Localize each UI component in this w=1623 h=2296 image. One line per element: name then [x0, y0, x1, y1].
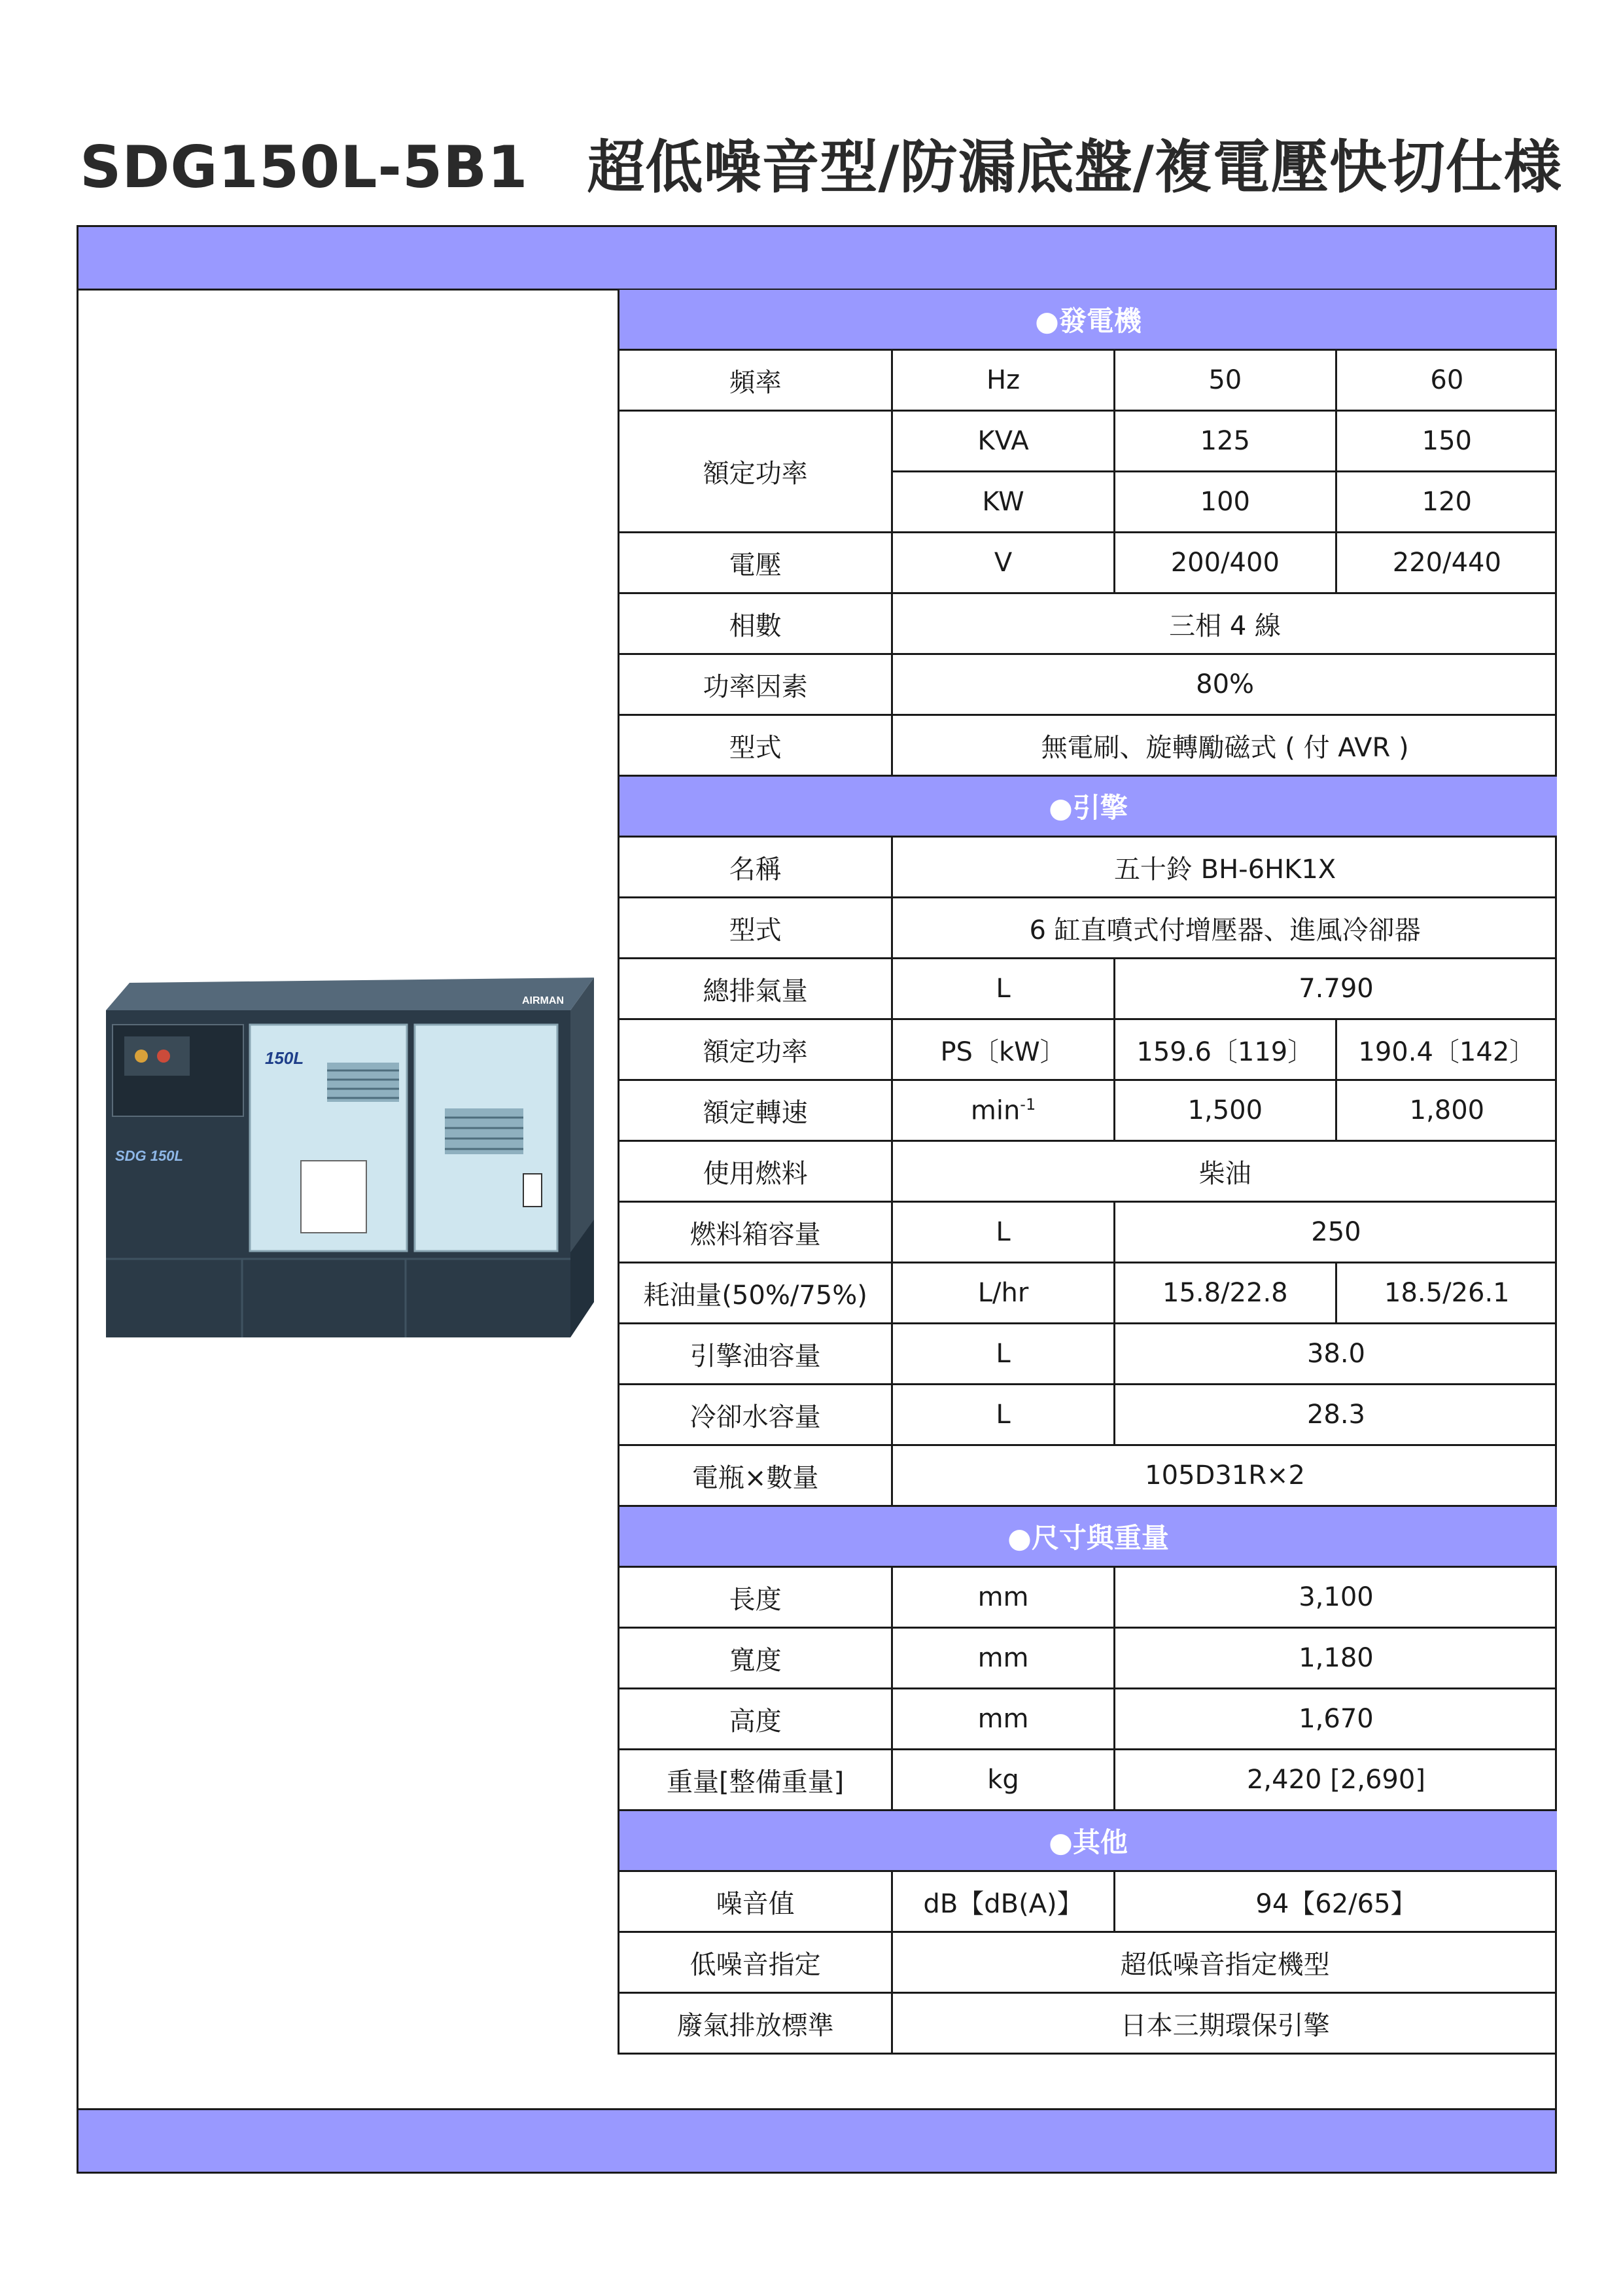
- unit-height: mm: [892, 1689, 1115, 1750]
- value-kw-50: 100: [1114, 472, 1336, 533]
- vent-grille-left: [327, 1063, 399, 1102]
- row-low-noise: [619, 1932, 1558, 1993]
- gauge-icon: [135, 1050, 148, 1063]
- value-voltage-50: 200/400: [1114, 533, 1336, 593]
- label-rated-power: 額定功率: [619, 411, 892, 533]
- label-generator-type: 型式: [619, 715, 892, 776]
- row-weight: [619, 1750, 1558, 1810]
- label-width: 寬度: [619, 1628, 892, 1689]
- section-dimensions: [619, 1506, 1558, 1567]
- value-fuel-tank: 250: [1114, 1202, 1557, 1263]
- row-engine-speed: [619, 1080, 1558, 1141]
- row-engine-name: [619, 837, 1558, 898]
- value-length: 3,100: [1114, 1567, 1557, 1628]
- row-power-factor: [619, 654, 1558, 715]
- row-fuel-tank: [619, 1202, 1558, 1263]
- value-fuel-consumption-60: 18.5/26.1: [1336, 1263, 1557, 1324]
- row-oil-capacity: [619, 1324, 1558, 1385]
- row-fuel-consumption: [619, 1263, 1558, 1324]
- value-kva-60: 150: [1336, 411, 1557, 472]
- label-engine-name: 名稱: [619, 837, 892, 898]
- unit-frequency: Hz: [892, 350, 1115, 411]
- unit-engine-speed-exponent: -1: [1020, 1095, 1036, 1114]
- unit-weight: kg: [892, 1750, 1115, 1810]
- value-engine-type: 6 缸直噴式付增壓器、進風冷卻器: [892, 898, 1557, 959]
- machine-top: [106, 978, 594, 1010]
- section-header-dimensions: ●尺寸與重量: [619, 1506, 1558, 1567]
- value-voltage-60: 220/440: [1336, 533, 1557, 593]
- section-other: [619, 1810, 1558, 1871]
- value-engine-power-50: 159.6〔119〕: [1114, 1019, 1336, 1080]
- unit-engine-speed: [892, 1080, 1115, 1141]
- generator-illustration: [79, 291, 618, 2114]
- value-oil-capacity: 38.0: [1114, 1324, 1557, 1385]
- label-frequency: 頻率: [619, 350, 892, 411]
- value-phases: 三相 4 線: [892, 593, 1557, 654]
- unit-engine-power: PS〔kW〕: [892, 1019, 1115, 1080]
- row-displacement: [619, 959, 1558, 1019]
- row-fuel: [619, 1141, 1558, 1202]
- label-height: 高度: [619, 1689, 892, 1750]
- row-length: [619, 1567, 1558, 1628]
- row-engine-type: [619, 898, 1558, 959]
- section-header-generator: ●發電機: [619, 290, 1558, 350]
- row-battery: [619, 1445, 1558, 1506]
- spec-table: [618, 290, 1557, 2055]
- value-engine-name: 五十鈴 BH-6HK1X: [892, 837, 1557, 898]
- unit-voltage: V: [892, 533, 1115, 593]
- value-fuel-consumption-50: 15.8/22.8: [1114, 1263, 1336, 1324]
- unit-fuel-consumption: L/hr: [892, 1263, 1115, 1324]
- label-power-factor: 功率因素: [619, 654, 892, 715]
- section-generator: [619, 290, 1558, 350]
- label-displacement: 總排氣量: [619, 959, 892, 1019]
- model-number: SDG150L-5B1: [80, 133, 529, 201]
- label-engine-power: 額定功率: [619, 1019, 892, 1080]
- row-height: [619, 1689, 1558, 1750]
- page-title: [80, 122, 1562, 204]
- row-noise: [619, 1871, 1558, 1932]
- side-model-logo: SDG 150L: [115, 1148, 183, 1164]
- vent-grille-right: [445, 1108, 523, 1154]
- label-battery: 電瓶×數量: [619, 1445, 892, 1506]
- spec-sheet: [77, 225, 1557, 2174]
- value-weight: 2,420 [2,690]: [1114, 1750, 1557, 1810]
- section-header-other: ●其他: [619, 1810, 1558, 1871]
- row-coolant: [619, 1385, 1558, 1445]
- value-coolant: 28.3: [1114, 1385, 1557, 1445]
- label-phases: 相數: [619, 593, 892, 654]
- bottom-band: [79, 2108, 1555, 2172]
- unit-displacement: L: [892, 959, 1115, 1019]
- warning-label: [301, 1161, 366, 1233]
- value-low-noise: 超低噪音指定機型: [892, 1932, 1557, 1993]
- row-width: [619, 1628, 1558, 1689]
- row-phases: [619, 593, 1558, 654]
- value-engine-power-60: 190.4〔142〕: [1336, 1019, 1557, 1080]
- row-voltage: [619, 533, 1558, 593]
- value-battery: 105D31R×2: [892, 1445, 1557, 1506]
- unit-noise: dB【dB(A)】: [892, 1871, 1115, 1932]
- machine-side: [570, 978, 594, 1252]
- row-rated-power-kva: [619, 411, 1558, 472]
- product-photo-area: [79, 291, 618, 2108]
- value-kva-50: 125: [1114, 411, 1336, 472]
- row-frequency: [619, 350, 1558, 411]
- row-emission: [619, 1993, 1558, 2054]
- label-engine-type: 型式: [619, 898, 892, 959]
- brand-logo: AIRMAN: [522, 995, 564, 1006]
- value-fuel: 柴油: [892, 1141, 1557, 1202]
- value-power-factor: 80%: [892, 654, 1557, 715]
- unit-fuel-tank: L: [892, 1202, 1115, 1263]
- label-weight: 重量[整備重量]: [619, 1750, 892, 1810]
- section-header-engine: ●引擎: [619, 776, 1558, 837]
- value-displacement: 7.790: [1114, 959, 1557, 1019]
- label-fuel: 使用燃料: [619, 1141, 892, 1202]
- value-engine-speed-50: 1,500: [1114, 1080, 1336, 1141]
- top-band: [79, 227, 1555, 291]
- label-noise: 噪音值: [619, 1871, 892, 1932]
- value-frequency-60: 60: [1336, 350, 1557, 411]
- label-engine-speed: 額定轉速: [619, 1080, 892, 1141]
- value-engine-speed-60: 1,800: [1336, 1080, 1557, 1141]
- unit-kw: KW: [892, 472, 1115, 533]
- unit-kva: KVA: [892, 411, 1115, 472]
- label-low-noise: 低噪音指定: [619, 1932, 892, 1993]
- gauge-icon-2: [157, 1050, 170, 1063]
- label-voltage: 電壓: [619, 533, 892, 593]
- row-generator-type: [619, 715, 1558, 776]
- model-logo: 150L: [265, 1048, 304, 1068]
- unit-coolant: L: [892, 1385, 1115, 1445]
- label-fuel-consumption: 耗油量(50%/75%): [619, 1263, 892, 1324]
- value-noise: 94【62/65】: [1114, 1871, 1557, 1932]
- unit-oil-capacity: L: [892, 1324, 1115, 1385]
- unit-length: mm: [892, 1567, 1115, 1628]
- model-description: 超低噪音型/防漏底盤/複電壓快切仕様: [587, 133, 1562, 201]
- value-height: 1,670: [1114, 1689, 1557, 1750]
- value-generator-type: 無電刷、旋轉勵磁式 ( 付 AVR ): [892, 715, 1557, 776]
- label-emission: 廢氣排放標準: [619, 1993, 892, 2054]
- value-emission: 日本三期環保引擎: [892, 1993, 1557, 2054]
- label-coolant: 冷卻水容量: [619, 1385, 892, 1445]
- unit-engine-speed-base: min: [970, 1095, 1021, 1126]
- value-frequency-50: 50: [1114, 350, 1336, 411]
- row-engine-power: [619, 1019, 1558, 1080]
- door-handle: [523, 1174, 542, 1207]
- section-engine: [619, 776, 1558, 837]
- label-fuel-tank: 燃料箱容量: [619, 1202, 892, 1263]
- label-length: 長度: [619, 1567, 892, 1628]
- value-width: 1,180: [1114, 1628, 1557, 1689]
- value-kw-60: 120: [1336, 472, 1557, 533]
- unit-width: mm: [892, 1628, 1115, 1689]
- label-oil-capacity: 引擎油容量: [619, 1324, 892, 1385]
